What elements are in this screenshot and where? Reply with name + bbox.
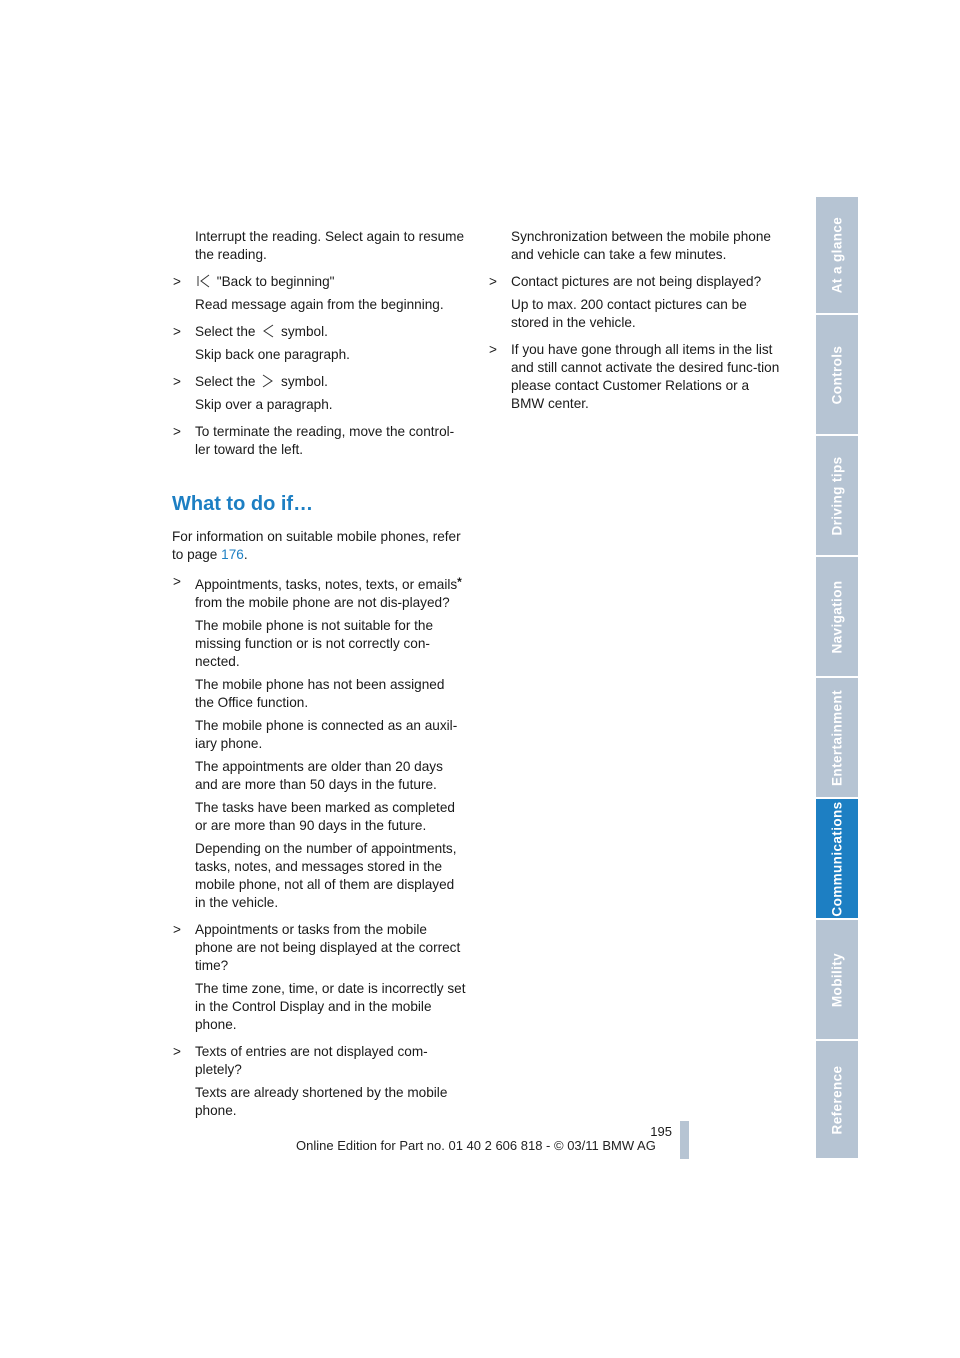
intro-text: Synchronization between the mobile phone and vehicle can take a few minutes. xyxy=(511,229,771,262)
tab-driving-tips[interactable]: Driving tips xyxy=(816,436,858,557)
tab-at-a-glance[interactable]: At a glance xyxy=(816,197,858,315)
intro-text: Interrupt the reading. Select again to resume the reading. xyxy=(195,229,465,262)
optional-feature-asterisk: * xyxy=(457,575,462,589)
tab-reference[interactable]: Reference xyxy=(816,1041,858,1160)
list-item: > Select the symbol. Skip back one paragraph. xyxy=(172,323,466,364)
footer-text: Online Edition for Part no. 01 40 2 606 818 - © 03/11 BMW AG xyxy=(296,1138,656,1153)
faq-question: Contact pictures are not being displayed? xyxy=(511,274,762,289)
skip-to-start-icon xyxy=(196,274,212,288)
faq-answer: The mobile phone is connected as an auxil-iary phone. xyxy=(195,718,458,751)
faq-item: > If you have gone through all items in the list and still cannot activate the desired func-tion please contact Customer Relations or a BMW center. xyxy=(489,342,780,411)
faq-answer: The time zone, time, or date is incorrectly set in the Control Display and in the mobile phone. xyxy=(195,981,466,1032)
list-item: > Select the symbol. Skip over a paragraph. xyxy=(172,373,466,414)
skip-back-icon xyxy=(260,324,276,338)
chapter-tabs xyxy=(816,197,858,1160)
faq-answer: Up to max. 200 contact pictures can be stored in the vehicle. xyxy=(511,297,747,330)
faq-item: > Texts of entries are not displayed com-pletely? Texts are already shortened by the mobile phone. xyxy=(172,1043,466,1120)
item-description: Skip over a paragraph. xyxy=(195,397,333,412)
item-description: Read message again from the beginning. xyxy=(195,297,444,312)
left-column xyxy=(172,228,466,1129)
page-reference-link[interactable]: 176 xyxy=(221,547,244,562)
tab-communications[interactable]: Communications xyxy=(816,799,858,920)
faq-question: Appointments or tasks from the mobile phone are not being displayed at the correct time? xyxy=(195,922,461,973)
back-to-beginning-label: "Back to beginning" xyxy=(216,274,335,289)
footer-bar xyxy=(680,1121,689,1159)
item-description: Skip back one paragraph. xyxy=(195,347,350,362)
list-item: > "Back to beginning" Read message again from the beginning. xyxy=(172,273,466,314)
faq-answer: The mobile phone has not been assigned the Office function. xyxy=(195,677,445,710)
faq-answer: Texts are already shortened by the mobile phone. xyxy=(195,1085,448,1118)
tab-controls[interactable]: Controls xyxy=(816,315,858,436)
section-heading: What to do if… xyxy=(172,493,314,515)
tab-entertainment[interactable]: Entertainment xyxy=(816,678,858,799)
skip-forward-icon xyxy=(260,374,276,388)
faq-item: > Appointments, tasks, notes, texts, or emails* from the mobile phone are not dis-played? The mobile phone is not suitable for the missing function or is not correctly con-nected. The mobile phone has not been assigned the Office function. The mobile phone is connected as an auxil-iary phone. The appointments are older than 20 days and are more than 50 days in the future. The tasks have been marked as completed or are more than 90 days in the future. Depending on the number of appointments, tasks, notes, and messages stored in the mobile phone, not all of them are displayed in the vehicle. xyxy=(172,573,466,912)
faq-answer: The appointments are older than 20 days and are more than 50 days in the future. xyxy=(195,759,443,792)
info-paragraph: For information on suitable mobile phones, refer to page 176. xyxy=(172,529,461,562)
faq-item: > Appointments or tasks from the mobile phone are not being displayed at the correct time? The time zone, time, or date is incorrectly set in the Control Display and in the mobile phone. xyxy=(173,922,466,1032)
tab-navigation[interactable]: Navigation xyxy=(816,557,858,678)
page-number: 195 xyxy=(650,1124,672,1139)
faq-question: Texts of entries are not displayed com-pletely? xyxy=(195,1044,428,1077)
tab-mobility[interactable]: Mobility xyxy=(816,920,858,1041)
faq-question: Appointments, tasks, notes, texts, or emails* from the mobile phone are not dis-played? xyxy=(195,575,462,610)
faq-question: If you have gone through all items in the list and still cannot activate the desired func-tion please contact Customer Relations or a BMW center. xyxy=(511,342,780,411)
faq-answer: The mobile phone is not suitable for the missing function or is not correctly con-nected. xyxy=(195,618,434,669)
list-item: > To terminate the reading, move the control-ler toward the left. xyxy=(173,424,455,457)
faq-answer: The tasks have been marked as completed or are more than 90 days in the future. xyxy=(195,800,455,833)
faq-answer: Depending on the number of appointments, tasks, notes, and messages stored in the mobile phone, not all of them are displayed in the vehicle. xyxy=(195,841,457,910)
right-column xyxy=(488,228,780,422)
faq-item: > Contact pictures are not being displayed? Up to max. 200 contact pictures can be stored in the vehicle. xyxy=(488,273,780,332)
